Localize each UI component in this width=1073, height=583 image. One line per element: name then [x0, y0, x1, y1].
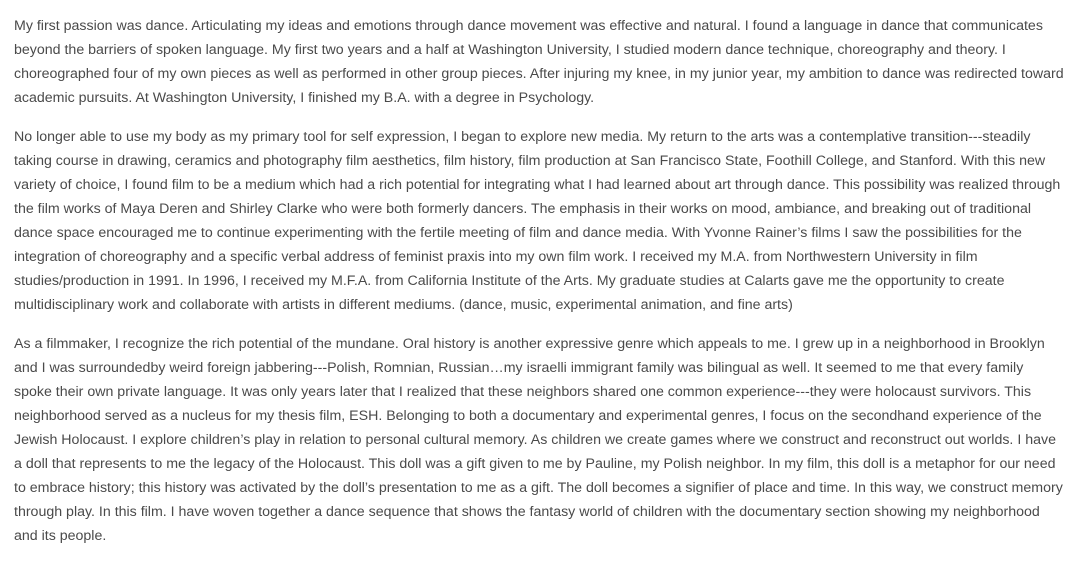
- paragraph-filmmaker-statement: As a filmmaker, I recognize the rich potential of the mundane. Oral history is another expressive genre which appeals to me. I grew up in a neighborhood in Brooklyn and I was surroundedby weird foreign jabbering---Polish, Romnian, Russian…my israelli immigrant family was bilingual as well. It seemed to me that every family spoke their own private language. It was only years later that I realized that these neighbors shared one common experience---they were holocaust survivors. This neighborhood served as a nucleus for my thesis film, ESH. Belonging to both a documentary and experimental genres, I focus on the secondhand experience of the Jewish Holocaust. I explore children’s play in relation to personal cultural memory. As children we create games where we construct and reconstruct out worlds. I have a doll that represents to me the legacy of the Holocaust. This doll was a gift given to me by Pauline, my Polish neighbor. In my film, this doll is a metaphor for our need to embrace history; this history was activated by the doll’s presentation to me as a gift. The doll becomes a signifier of place and time. In this way, we construct memory through play. In this film. I have woven together a dance sequence that shows the fantasy world of children with the documentary section showing my neighborhood and its people.: [14, 336, 1063, 544]
- paragraph-film-education: No longer able to use my body as my primary tool for self expression, I began to explore new media. My return to the arts was a contemplative transition---steadily taking course in drawing, ceramics and photography film aesthetics, film history, film production at San Francisco State, Foothill College, and Stanford. With this new variety of choice, I found film to be a medium which had a rich potential for integrating what I had learned about art through dance. This possibility was realized through the film works of Maya Deren and Shirley Clarke who were both formerly dancers. The emphasis in their works on mood, ambiance, and breaking out of traditional dance space encouraged me to continue experimenting with the fertile meeting of film and dance media. With Yvonne Rainer’s films I saw the possibilities for the integration of choreography and a specific verbal address of feminist praxis into my own film work. I received my M.A. from Northwestern University in film studies/production in 1991. In 1996, I received my M.F.A. from California Institute of the Arts. My graduate studies at Calarts gave me the opportunity to create multidisciplinary work and collaborate with artists in different mediums. (dance, music, experimental animation, and fine arts): [14, 129, 1061, 313]
- paragraph-dance-background: My first passion was dance. Articulating my ideas and emotions through dance movement was effective and natural. I found a language in dance that communicates beyond the barriers of spoken language. My first two years and a half at Washington University, I studied modern dance technique, choreography and theory. I choreographed four of my own pieces as well as performed in other group pieces. After injuring my knee, in my junior year, my ambition to dance was redirected toward academic pursuits. At Washington University, I finished my B.A. with a degree in Psychology.: [14, 18, 1064, 106]
